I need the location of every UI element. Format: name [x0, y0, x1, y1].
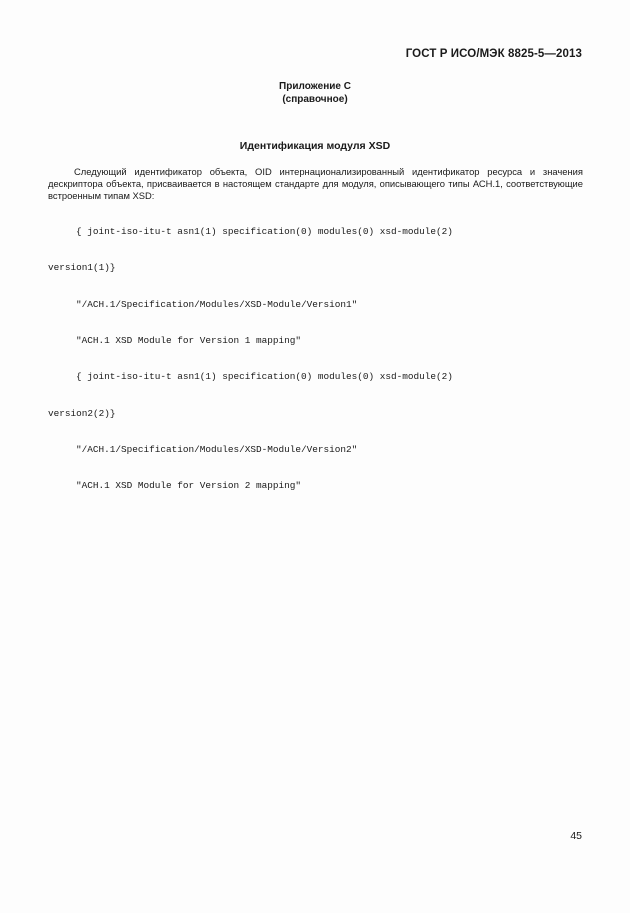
- code-line: { joint-iso-itu-t asn1(1) specification(0) modules(0) xsd-module(2): [76, 371, 453, 383]
- code-line: "/ACH.1/Specification/Modules/XSD-Module/Version1": [76, 298, 358, 310]
- appendix-subtitle: (справочное): [282, 94, 348, 105]
- code-block: [48, 202, 588, 516]
- code-line: { joint-iso-itu-t asn1(1) specification(0) modules(0) xsd-module(2): [76, 226, 453, 238]
- appendix-title: Приложение С: [279, 81, 351, 92]
- page-number: 45: [570, 830, 582, 842]
- section-title: Идентификация модуля XSD: [239, 140, 391, 152]
- paragraph-text: Следующий идентификатор объекта, OID интернационализированный идентификатор ресурса и значения дескриптора объекта, присваивается в настоящем стандарте для модуля, описывающего типы АСН.1, соответствующие встроенным типам XSD:: [48, 166, 583, 202]
- code-line: "ACH.1 XSD Module for Version 2 mapping": [76, 480, 302, 492]
- code-line: "ACH.1 XSD Module for Version 1 mapping": [76, 335, 302, 347]
- standard-code-header: ГОСТ Р ИСО/МЭК 8825-5—2013: [405, 48, 582, 60]
- code-line: "/ACH.1/Specification/Modules/XSD-Module/Version2": [76, 443, 358, 455]
- body-paragraph: [48, 166, 583, 203]
- code-line: version1(1)}: [48, 262, 116, 274]
- code-line: version2(2)}: [48, 407, 116, 419]
- appendix-heading: [0, 80, 630, 106]
